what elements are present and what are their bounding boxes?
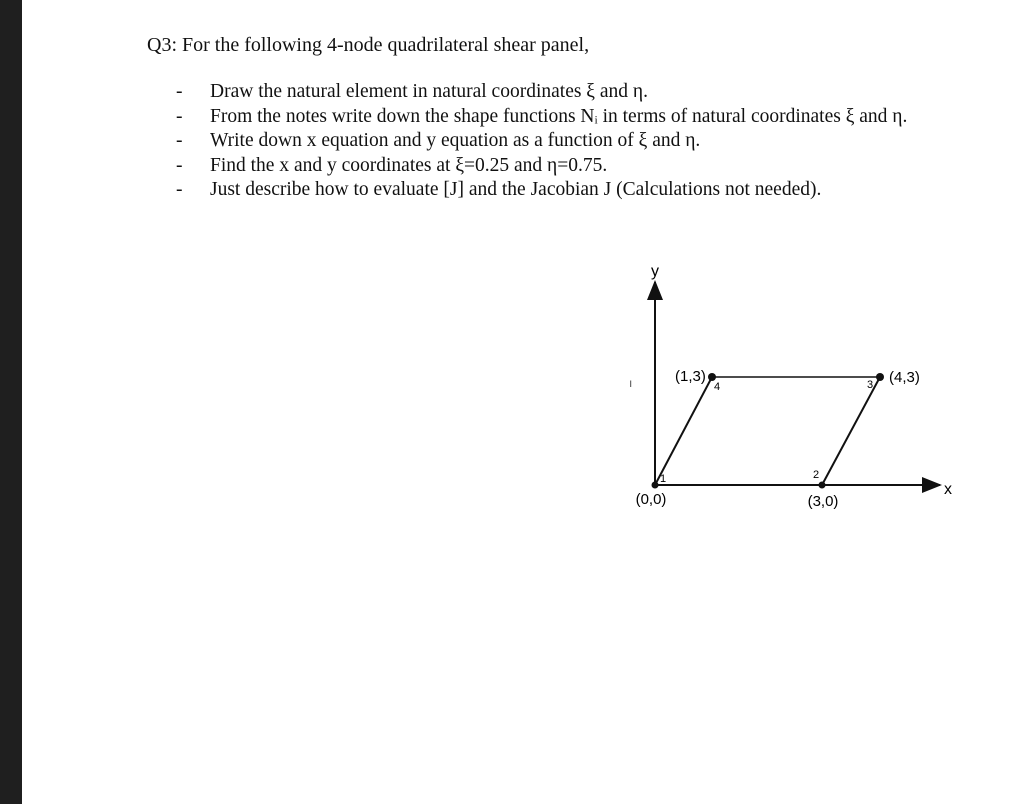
bullet-dash: - (176, 154, 183, 176)
node-marker (708, 373, 716, 381)
node-coordinate-label: (1,3) (675, 368, 706, 385)
question-title: Q3: For the following 4-node quadrilateral shear panel, (147, 34, 590, 56)
element-edge-right (822, 377, 880, 485)
task-text: Draw the natural element in natural coordinates ξ and η. (210, 81, 648, 102)
node-marker (876, 373, 884, 381)
stray-mark: ı (629, 376, 633, 390)
bullet-dash: - (176, 130, 183, 151)
node-coordinate-label: (3,0) (807, 493, 839, 510)
element-edge-left (655, 377, 712, 485)
y-axis-label: y (651, 263, 659, 280)
task-text: From the notes write down the shape functions Nᵢ in terms of natural coordinates ξ and η. (210, 105, 908, 127)
x-axis-label: x (944, 481, 952, 498)
node-coordinate-label: (4,3) (889, 369, 920, 386)
node-number: 2 (813, 469, 820, 481)
node-number: 4 (714, 381, 721, 393)
node-number: 1 (660, 473, 667, 485)
bullet-dash: - (176, 81, 183, 102)
node-marker (652, 482, 659, 489)
task-text: Write down x equation and y equation as a function of ξ and η. (210, 130, 701, 151)
bullet-dash: - (176, 105, 183, 127)
task-text: Just describe how to evaluate [J] and the Jacobian J (Calculations not needed). (210, 179, 822, 200)
node-marker (819, 482, 826, 489)
node-coordinate-label: (0,0) (635, 491, 667, 508)
task-text: Find the x and y coordinates at ξ=0.25 and η=0.75. (210, 154, 608, 176)
bullet-dash: - (176, 179, 183, 200)
node-number: 3 (867, 379, 874, 391)
